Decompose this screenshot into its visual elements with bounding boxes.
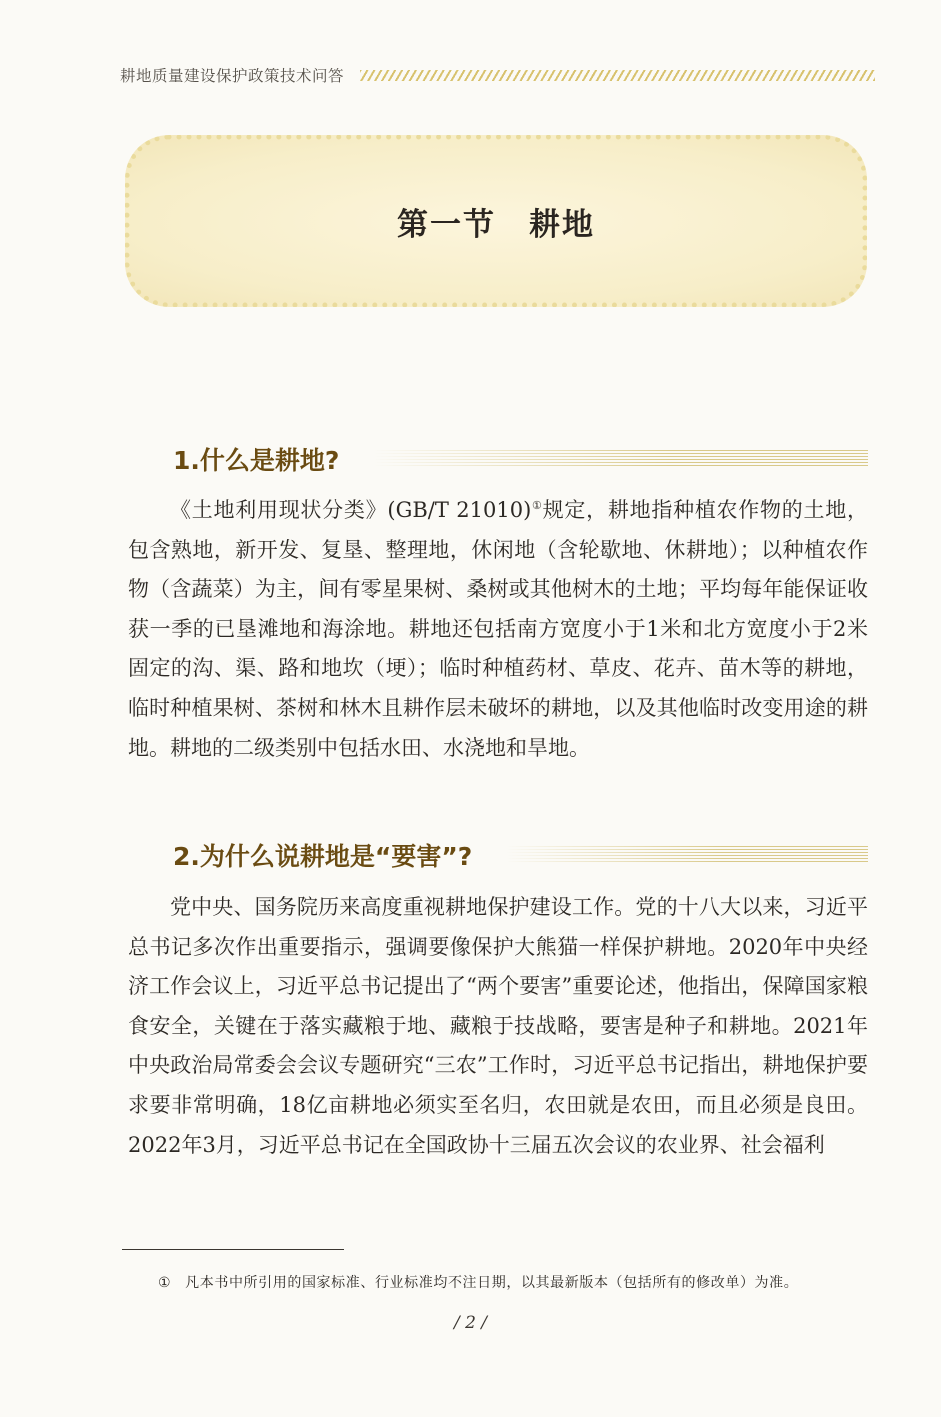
question-title: 2.为什么说耕地是“要害”? bbox=[173, 842, 473, 871]
heading-rule-decoration bbox=[373, 450, 868, 468]
footnote-mark: ① bbox=[158, 1275, 172, 1291]
running-header bbox=[120, 62, 875, 88]
answer-paragraph-2: 党中央、国务院历来高度重视耕地保护建设工作。党的十八大以来，习近平总书记多次作出重要指示，强调要像保护大熊猫一样保护耕地。2020年中央经济工作会议上，习近平总书记提出了“两个要害”重要论述，他指出，保障国家粮食安全，关键在于落实藏粮于地、藏粮于技战略，要害是种子和耕地。2021年中央政治局常委会会议专题研究“三农”工作时，习近平总书记指出，耕地保护要求要非常明确，18亿亩耕地必须实至名归，农田就是农田，而且必须是良田。2022年3月，习近平总书记在全国政协十三届五次会议的农业界、社会福利 bbox=[128, 895, 868, 1157]
section-title: 第一节 耕地 bbox=[397, 206, 595, 243]
book-title: 耕地质量建设保护政策技术问答 bbox=[120, 67, 345, 85]
answer-paragraph-1 bbox=[128, 491, 868, 768]
footnote-reference[interactable]: ① bbox=[531, 499, 543, 512]
paragraph-text-rest: 规定，耕地指种植农作物的土地，包含熟地，新开发、复垦、整理地，休闲地（含轮歇地、休耕地）；以种植农作物（含蔬菜）为主，间有零星果树、桑树或其他树木的土地；平均每年能保证收获一季的已垦滩地和海涂地。耕地还包括南方宽度小于1米和北方宽度小于2米固定的沟、渠、路和地坎（埂）；临时种植药材、草皮、花卉、苗木等的耕地，临时种植果树、茶树和林木且耕作层未破坏的耕地，以及其他临时改变用途的耕地。耕地的二级类别中包括水田、水浇地和旱地。 bbox=[128, 498, 868, 760]
question-heading-2 bbox=[173, 835, 868, 875]
question-title: 1.什么是耕地? bbox=[173, 446, 340, 475]
page-number: / 2 / bbox=[453, 1313, 488, 1333]
footnote-text: 凡本书中所引用的国家标准、行业标准均不注日期，以其最新版本（包括所有的修改单）为准。 bbox=[185, 1275, 799, 1291]
header-hatch-decoration bbox=[360, 70, 875, 81]
section-banner bbox=[125, 135, 867, 307]
footnote bbox=[158, 1272, 878, 1292]
paragraph-text-start: 《土地利用现状分类》(GB/T 21010) bbox=[170, 498, 532, 522]
footnote-divider bbox=[122, 1249, 344, 1250]
question-heading-1 bbox=[173, 439, 868, 479]
heading-rule-decoration bbox=[506, 846, 868, 864]
